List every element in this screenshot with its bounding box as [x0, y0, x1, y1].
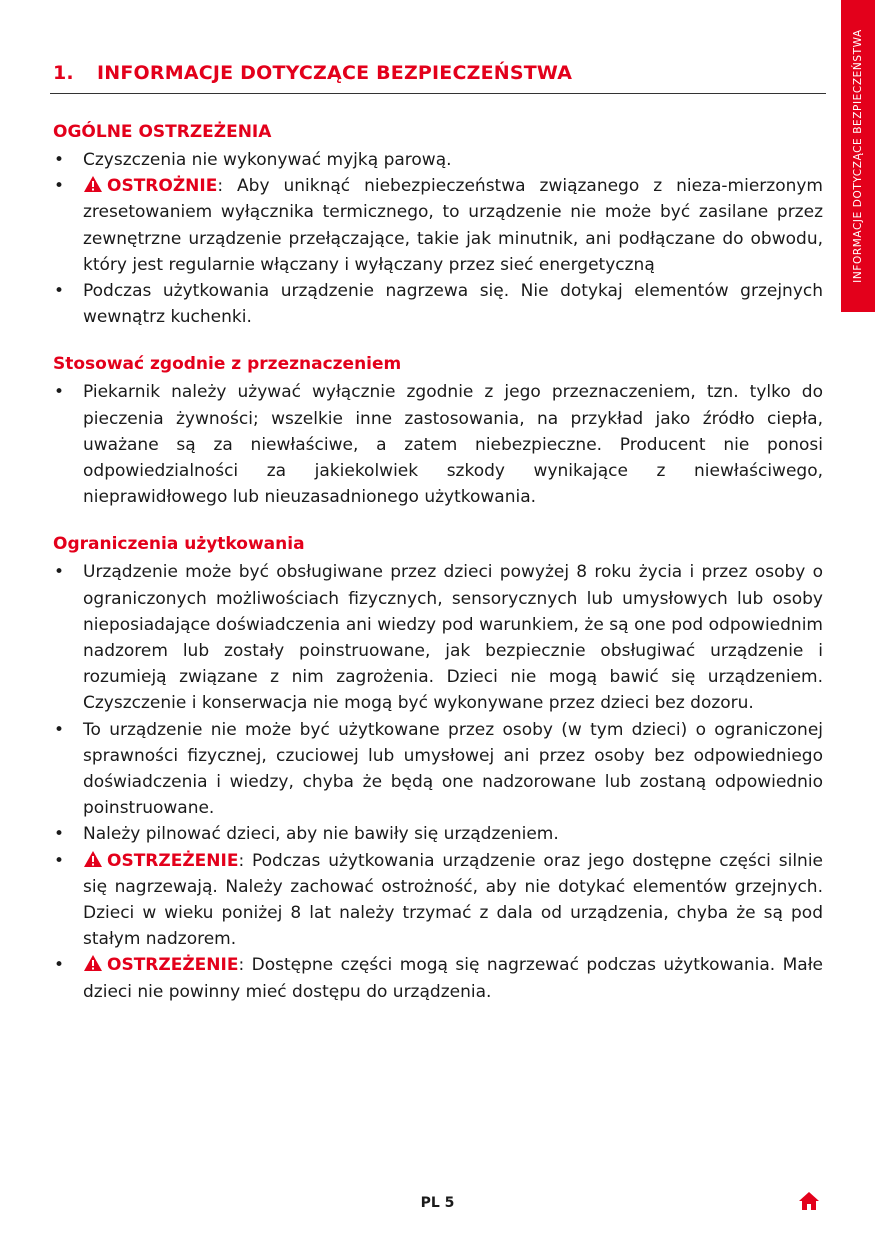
page-title-text: INFORMACJE DOTYCZĄCE BEZPIECZEŃSTWA [97, 62, 573, 84]
bullet-list [53, 379, 823, 510]
list-item-text: Podczas użytkowania urządzenie nagrzewa się. Nie dotykaj elementów grzejnych wewnątrz kuchenki. [83, 281, 823, 328]
page-title-number: 1. [53, 62, 74, 84]
bullet: • [54, 150, 65, 170]
section-heading: OGÓLNE OSTRZEŻENIA [53, 122, 272, 142]
list-item [53, 821, 823, 847]
list-item-text: Piekarnik należy używać wyłącznie zgodnie z jego przeznaczeniem, tzn. tylko do pieczenia żywności; wszelkie inne zastosowania, na przykład jako źródło ciepła, uważane są za niewłaściwe, a zatem niebezpieczne. Producent nie ponosi odpowiedzialności za jakiekolwiek szkody wynikające z niewłaściwego, nieprawidłowego lub nieuzasadnionego użytkowania. [83, 382, 823, 508]
bullet: • [54, 176, 65, 197]
list-item [53, 173, 823, 278]
side-tab-label: INFORMACJE DOTYCZĄCE BEZPIECZEŃSTWA [852, 29, 864, 283]
section-general-warnings [53, 120, 823, 330]
list-item-text: Urządzenie może być obsługiwane przez dzieci powyżej 8 roku życia i przez osoby o ograniczonych możliwościach fizycznych, sensorycznych lub umysłowych lub osoby nieposiadające doświadczenia ani wiedzy pod warunkiem, że są one pod odpowiednim nadzorem lub zostały poinstruowane, jak bezpiecznie obsługiwać urządzenie i rozumieją związane z nim zagrożenia. Dzieci nie mogą bawić się urządzeniem. Czyszczenie i konserwacja nie mogą być wykonywane przez dzieci bez dozoru. [83, 562, 823, 714]
warning-triangle-icon [83, 175, 103, 193]
page-number: PL 5 [420, 1195, 455, 1211]
document-body [53, 120, 823, 1027]
side-section-tab [841, 0, 875, 312]
bullet: • [54, 382, 65, 403]
list-item [53, 952, 823, 1004]
bullet: • [54, 850, 65, 871]
section-heading: Ograniczenia użytkowania [53, 534, 305, 555]
list-item-text: Czyszczenia nie wykonywać myjką parową. [83, 150, 452, 170]
page-title [53, 62, 825, 84]
title-divider [50, 93, 826, 94]
list-item [53, 278, 823, 330]
warning-triangle-icon [83, 954, 103, 972]
list-item-text: Należy pilnować dzieci, aby nie bawiły się urządzeniem. [83, 824, 559, 845]
bullet: • [54, 562, 65, 583]
list-item [53, 717, 823, 822]
list-item [53, 559, 823, 716]
bullet-list [53, 559, 823, 1004]
bullet: • [54, 955, 65, 976]
list-item-text: To urządzenie nie może być użytkowane przez osoby (w tym dzieci) o ograniczonej sprawności fizycznej, czuciowej lub umysłowej ani przez osoby bez odpowiedniego doświadczenia i wiedzy, chyba że będą one nadzorowane lub zostaną odpowiednio poinstruowane. [83, 719, 823, 819]
section-usage-restrictions [53, 532, 823, 1004]
section-heading: Stosować zgodnie z przeznaczeniem [53, 354, 402, 375]
list-item-text: : Dostępne części mogą się nagrzewać podczas użytkowania. Małe dzieci nie powinny mieć dostępu do urządzenia. [83, 955, 823, 1002]
warning-triangle-icon [83, 850, 103, 868]
list-item [53, 379, 823, 510]
list-item [53, 848, 823, 953]
list-item [53, 147, 823, 173]
bullet: • [54, 719, 65, 740]
list-item-text: : Podczas użytkowania urządzenie oraz jego dostępne części silnie się nagrzewają. Należy zachować ostrożność, aby nie dotykać elementów grzejnych. Dzieci w wieku poniżej 8 lat należy trzymać z dala od urządzenia, chyba że są pod stałym nadzorem. [83, 850, 823, 950]
bullet: • [54, 824, 65, 845]
warning-label: OSTRZEŻENIE [107, 955, 239, 976]
home-icon[interactable] [798, 1191, 820, 1211]
list-item-text: : Aby uniknąć niebezpieczeństwa związanego z nieza-mierzonym zresetowaniem wyłącznika termicznego, to urządzenie nie może być zasilane przez zewnętrzne urządzenie przełączające, takie jak minutnik, ani podłączane do obwodu, który jest regularnie włączany i wyłączany przez sieć energetyczną [83, 176, 823, 275]
warning-label: OSTRZEŻENIE [107, 850, 239, 871]
bullet: • [54, 281, 65, 302]
bullet-list [53, 147, 823, 330]
warning-label: OSTROŻNIE [107, 176, 218, 197]
section-intended-use [53, 352, 823, 510]
